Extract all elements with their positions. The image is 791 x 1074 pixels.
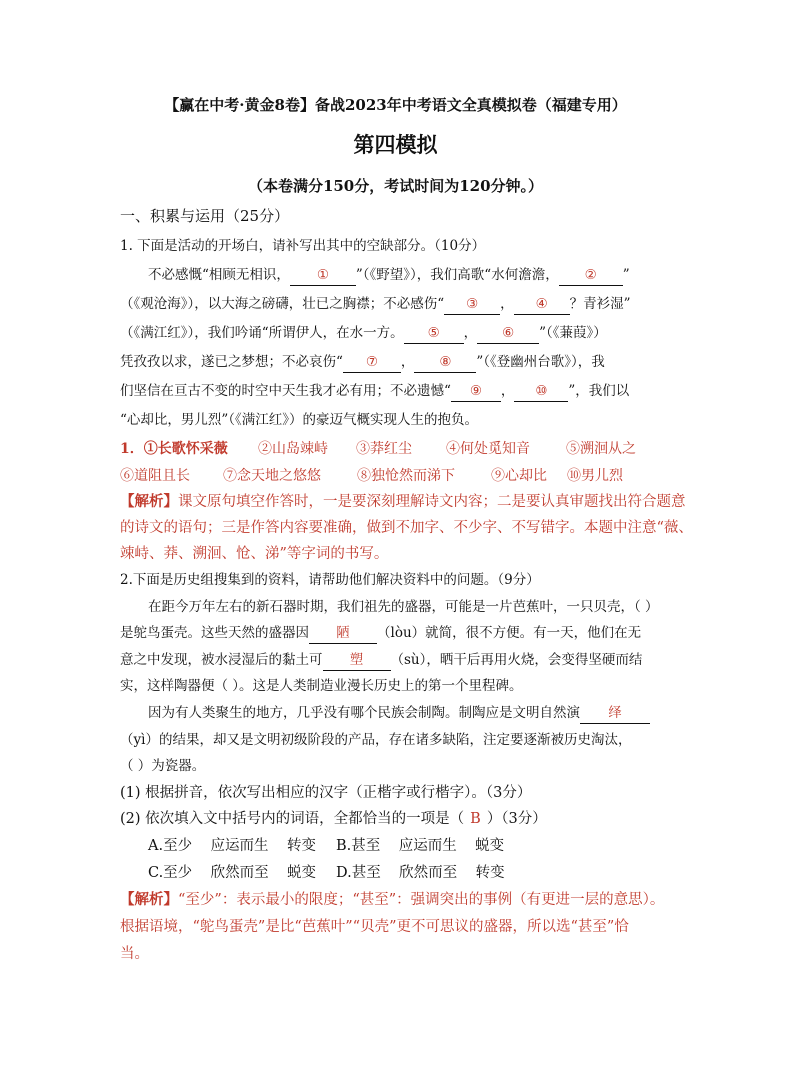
text: ”，我们以 — [568, 383, 630, 399]
question-1-analysis-1 — [120, 492, 686, 512]
question-1-analysis-2: 的诗文的语句；三是作答内容要准确，做到不加字、不少字、不写错字。本题中注意“薇、 — [120, 520, 693, 536]
text: ， — [500, 296, 514, 312]
blank-4: ④ — [514, 294, 570, 315]
answer-item: ②山岛竦峙 — [258, 441, 328, 457]
blank-yi: 绎 — [580, 703, 650, 724]
exam-note: （本卷满分150分，考试时间为120分钟。） — [247, 177, 544, 195]
answer-item: ⑩男儿烈 — [567, 468, 623, 484]
answer-item: ⑦念天地之悠悠 — [223, 468, 321, 484]
material-line-3 — [120, 650, 642, 671]
material-line-1: 在距今万年左右的新石器时期，我们祖先的盛器，可能是一片芭蕉叶，一只贝壳，（ ） — [148, 599, 659, 615]
text: 因为有人类聚生的地方，几乎没有哪个民族会制陶。制陶应是文明自然演 — [148, 705, 580, 721]
text: （《满江红》），我们吟诵“所谓伊人，在水一方。 — [120, 325, 404, 341]
blank-su: 塑 — [323, 650, 391, 671]
question-2-analysis-1 — [120, 890, 664, 910]
text: ， — [463, 325, 478, 341]
question-1-line-5 — [120, 381, 629, 402]
option-c: C.至少 欣然而至 蜕变 — [148, 865, 317, 881]
text: 意之中发现，被水浸湿后的黏土可 — [120, 652, 323, 668]
blank-lou: 陋 — [309, 623, 377, 644]
text: ”（《野望》），我们高歌“水何澹澹， — [355, 267, 559, 283]
question-1-line-2 — [120, 294, 631, 315]
option-row-1 — [148, 836, 504, 856]
blank-6: ⑥ — [477, 323, 539, 344]
option-a: A.至少 应运而生 转变 — [148, 838, 316, 854]
text: 不必感慨“相顾无相识， — [148, 267, 290, 283]
analysis-text: 课文原句填空作答时，一是要深刻理解诗文内容；二是要认真审题找出符合题意 — [178, 494, 686, 510]
question-1-line-3 — [120, 323, 607, 344]
text: 是鸵鸟蛋壳。这些天然的盛器因 — [120, 625, 309, 641]
answer-item: ⑧独怆然而涕下 — [357, 468, 455, 484]
question-1-line-4 — [120, 352, 605, 373]
material-line-6: （yì）的结果，却又是文明初级阶段的产品，存在诸多缺陷，注定要逐渐被历史淘汰， — [120, 732, 632, 748]
option-b: B.甚至 应运而生 蜕变 — [336, 838, 505, 854]
blank-3: ③ — [444, 294, 500, 315]
question-1-analysis-3: 竦峙、莽、溯洄、怆、涕”等字词的书写。 — [120, 546, 389, 562]
answer-item: ⑨心却比 — [491, 468, 547, 484]
blank-1: ① — [290, 265, 356, 286]
blank-7: ⑦ — [343, 352, 401, 373]
material-line-4: 实，这样陶器便（ ）。这是人类制造业漫长历史上的第一个里程碑。 — [120, 678, 523, 694]
document-title: 【赢在中考·黄金8卷】备战2023年中考语文全真模拟卷（福建专用） — [164, 96, 627, 114]
material-line-5 — [148, 703, 650, 724]
material-line-7: （ ）为瓷器。 — [120, 758, 206, 774]
option-d: D.甚至 欣然而至 转变 — [336, 865, 505, 881]
sub-question-2 — [120, 809, 547, 829]
sub-question-2-answer: B — [470, 811, 481, 827]
text: （lòu）就简，很不方便。有一天，他们在无 — [377, 625, 642, 641]
analysis-label: 【解析】 — [120, 891, 178, 908]
text: 们坚信在亘古不变的时空中天生我才必有用；不必遗憾“ — [120, 383, 451, 399]
option-row-2 — [148, 863, 505, 883]
question-2-analysis-3: 当。 — [120, 946, 149, 962]
blank-5: ⑤ — [404, 323, 464, 344]
answer-item: 1．①长歌怀采薇 — [120, 441, 228, 457]
answer-item: ⑥道阻且长 — [120, 468, 190, 484]
answer-item: ⑤溯洄从之 — [566, 441, 636, 457]
text: ”（《登幽州台歌》），我 — [476, 354, 605, 370]
text: 凭孜孜以求，遂已之梦想；不必哀伤“ — [120, 354, 343, 370]
blank-2: ② — [559, 265, 623, 286]
document-subtitle: 第四模拟 — [353, 132, 438, 157]
analysis-text: “至少”：表示最小的限度；“甚至”：强调突出的事例（有更进一层的意思）。 — [178, 892, 665, 908]
text: ）（3分） — [486, 811, 547, 827]
text: （sù），晒干后再用火烧，会变得坚硬而结 — [390, 652, 643, 668]
section-heading: 一、积累与运用（25分） — [120, 207, 290, 225]
text: ？青衫湿” — [569, 296, 631, 312]
question-1-answers-row-1 — [120, 439, 636, 459]
question-2-analysis-2: 根据语境，“鸵鸟蛋壳”是比“芭蕉叶”“贝壳”更不可思议的盛器，所以选“甚至”恰 — [120, 919, 629, 935]
text: ” — [622, 267, 630, 283]
text: ， — [500, 383, 515, 399]
material-line-2 — [120, 623, 641, 644]
question-1-answers-row-2 — [120, 466, 623, 486]
question-1-line-6: “心却比，男儿烈”（《满江红》）的豪迈气概实现人生的抱负。 — [120, 412, 479, 428]
blank-8: ⑧ — [414, 352, 476, 373]
text: (2) 依次填入文中括号内的词语，全都恰当的一项是（ — [120, 811, 465, 827]
text: ”（《蒹葭》） — [539, 325, 607, 341]
blank-9: ⑨ — [451, 381, 501, 402]
answer-item: ③莽红尘 — [356, 441, 412, 457]
question-1-stem: 1. 下面是活动的开场白，请补写出其中的空缺部分。（10分） — [120, 238, 486, 254]
question-1-line-1 — [148, 265, 630, 286]
analysis-label: 【解析】 — [120, 493, 178, 510]
question-2-stem: 2.下面是历史组搜集到的资料，请帮助他们解决资料中的问题。（9分） — [120, 572, 540, 588]
blank-10: ⑩ — [514, 381, 568, 402]
text: ， — [400, 354, 415, 370]
sub-question-1: (1) 根据拼音，依次写出相应的汉字（正楷字或行楷字）。（3分） — [120, 785, 532, 801]
text: （《观沧海》），以大海之磅礴，壮已之胸襟；不必感伤“ — [120, 296, 445, 312]
answer-item: ④何处觅知音 — [446, 441, 530, 457]
